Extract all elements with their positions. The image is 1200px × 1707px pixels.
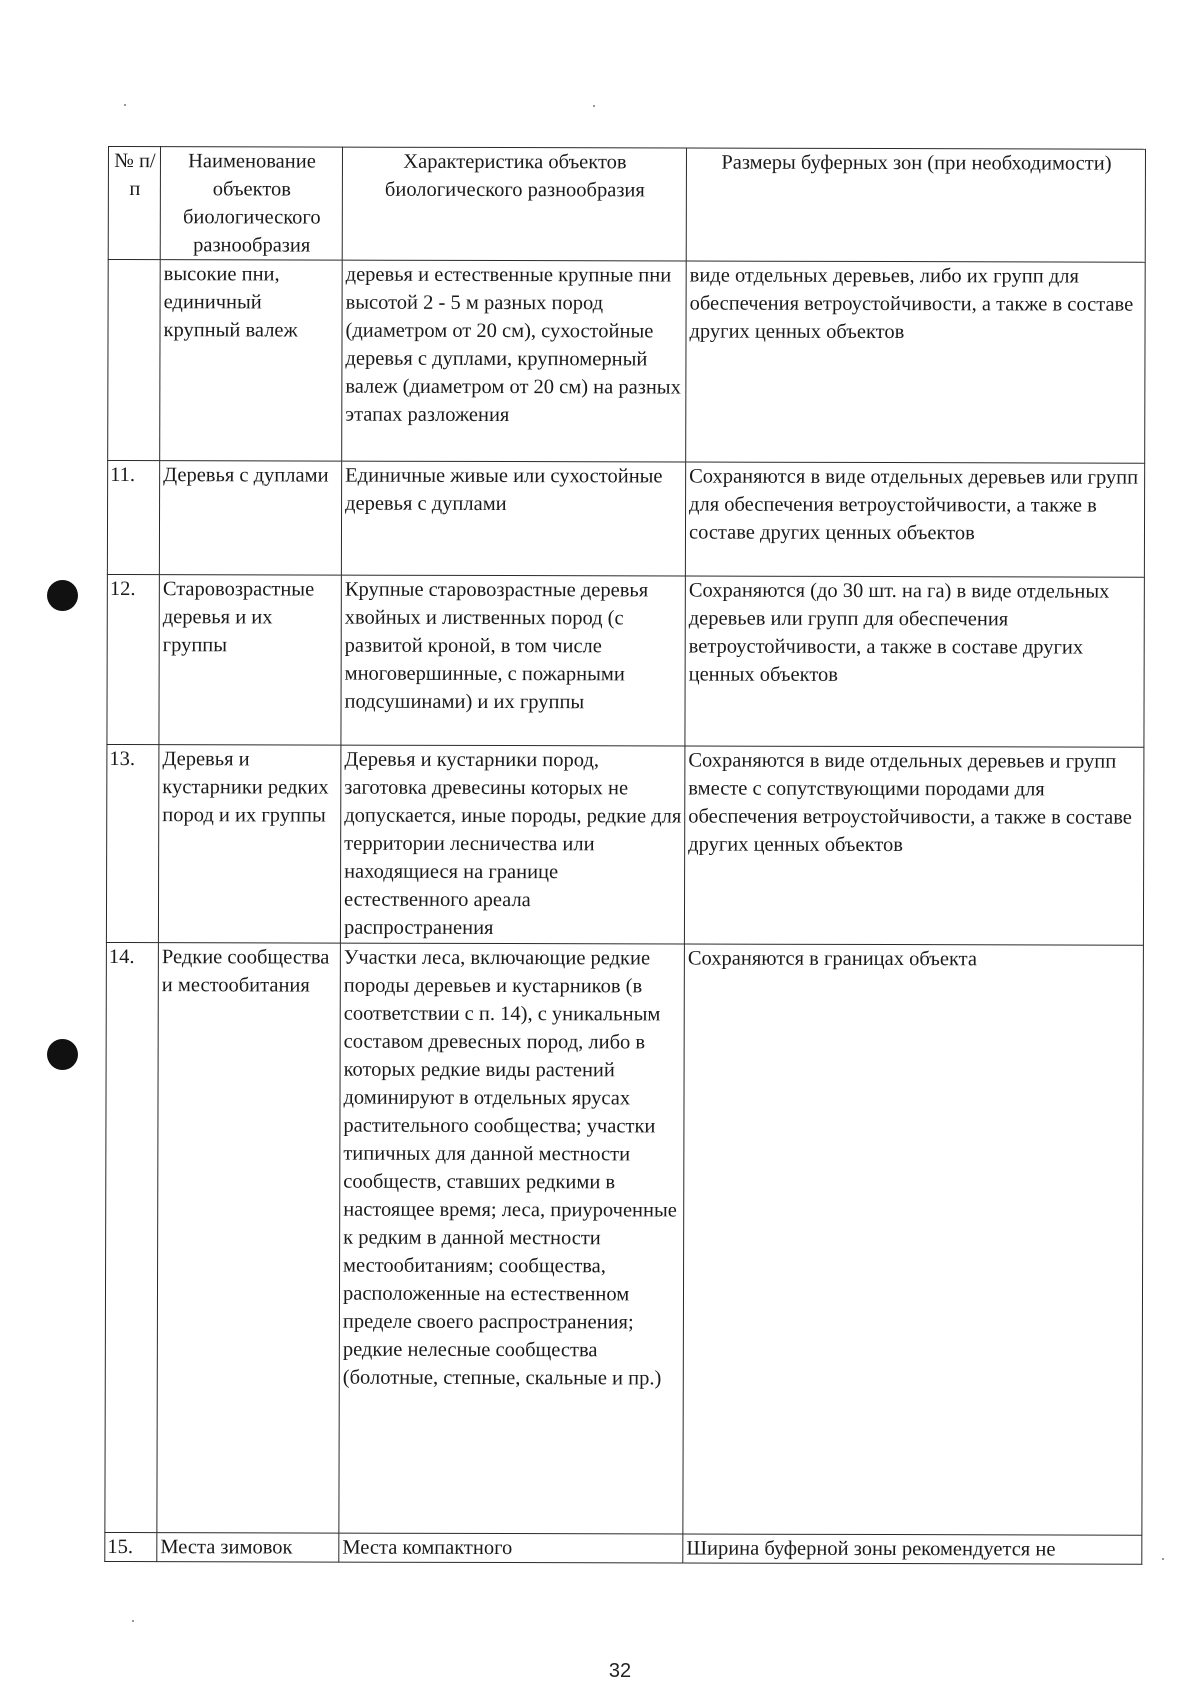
row-characteristic: Участки леса, включающие редкие породы деревьев и кустарников (в соответствии с п. 14), с уникальным составом древесных пород, либо в которых редкие виды растений доминируют в отдельных ярусах растительного сообщества; участки типичных для данной местности сообществ, ставших редкими в настоящее время; леса, приуроченные к редким в данной местности местообитаниям; сообщества, расположенные на естественном пределе своего распространения; редкие нелесные сообщества (болотные, степные, скальные и пр.) xyxy=(339,943,685,1534)
row-name: Деревья с дуплами xyxy=(159,461,341,575)
binder-hole-top xyxy=(47,580,78,611)
biodiversity-table-wrapper xyxy=(104,146,1146,1565)
biodiversity-table xyxy=(104,146,1146,1565)
table-row xyxy=(106,744,1144,945)
row-num: 11. xyxy=(107,461,159,575)
row-buffer: Ширина буферной зоны рекомендуется не xyxy=(683,1534,1142,1564)
row-buffer: Сохраняются (до 30 шт. на га) в виде отдельных деревьев или групп для обеспечения ветроустойчивости, а также в составе других ценных объектов xyxy=(685,576,1144,747)
table-row xyxy=(105,942,1144,1535)
row-num xyxy=(108,260,161,461)
binder-hole-bottom xyxy=(47,1039,78,1070)
table-row xyxy=(108,260,1146,464)
header-num: № п/п xyxy=(108,147,160,260)
row-buffer: виде отдельных деревьев, либо их групп для обеспечения ветроустойчивости, а также в составе других ценных объектов xyxy=(686,261,1146,463)
page-number: 32 xyxy=(608,1660,632,1682)
row-buffer: Сохраняются в виде отдельных деревьев или групп для обеспечения ветроустойчивости, а также в составе других ценных объектов xyxy=(685,462,1144,577)
row-characteristic: Крупные старовозрастные деревья хвойных и лиственных пород (с развитой кроной, в том числе многовершинные, с пожарными подсушинами) и их группы xyxy=(341,575,685,746)
scan-speck xyxy=(593,105,595,107)
row-num: 14. xyxy=(105,942,159,1532)
row-buffer: Сохраняются в виде отдельных деревьев и групп вместе с сопутствующими породами для обеспечения ветроустойчивости, а также в составе других ценных объектов xyxy=(684,746,1144,945)
header-buffer: Размеры буферных зон (при необходимости) xyxy=(686,148,1145,262)
row-num: 13. xyxy=(106,744,159,942)
row-characteristic: Единичные живые или сухостойные деревья с дуплами xyxy=(341,461,685,576)
header-name: Наименование объектов биологического разнообразия xyxy=(160,147,342,260)
row-num: 12. xyxy=(107,574,159,744)
row-name: Редкие сообщества и местообитания xyxy=(157,943,341,1533)
table-row xyxy=(107,574,1144,747)
row-name: Старовозрастные деревья и их группы xyxy=(159,575,341,745)
table-row xyxy=(107,461,1144,578)
table-row xyxy=(105,1532,1142,1564)
scan-speck xyxy=(124,104,126,106)
table-header-row xyxy=(108,147,1145,263)
row-buffer: Сохраняются в границах объекта xyxy=(683,944,1144,1535)
row-name: Места зимовок xyxy=(157,1533,339,1562)
header-characteristic: Характеристика объектов биологического разнообразия xyxy=(342,147,686,261)
scan-speck xyxy=(132,1620,134,1622)
row-characteristic: Деревья и кустарники пород, заготовка древесины которых не допускается, иные породы, редкие для территории лесничества или находящиеся на границе естественного ареала распространения xyxy=(340,745,685,944)
row-characteristic: деревья и естественные крупные пни высотой 2 - 5 м разных пород (диаметром от 20 см), сухостойные деревья с дуплами, крупномерный валеж (диаметром от 20 см) на разных этапах разложения xyxy=(342,260,687,462)
row-characteristic: Места компактного xyxy=(339,1533,683,1563)
row-name: высокие пни, единичный крупный валеж xyxy=(160,260,343,461)
row-num: 15. xyxy=(105,1532,157,1561)
scan-speck xyxy=(1162,1558,1164,1560)
row-name: Деревья и кустарники редких пород и их группы xyxy=(158,745,341,943)
